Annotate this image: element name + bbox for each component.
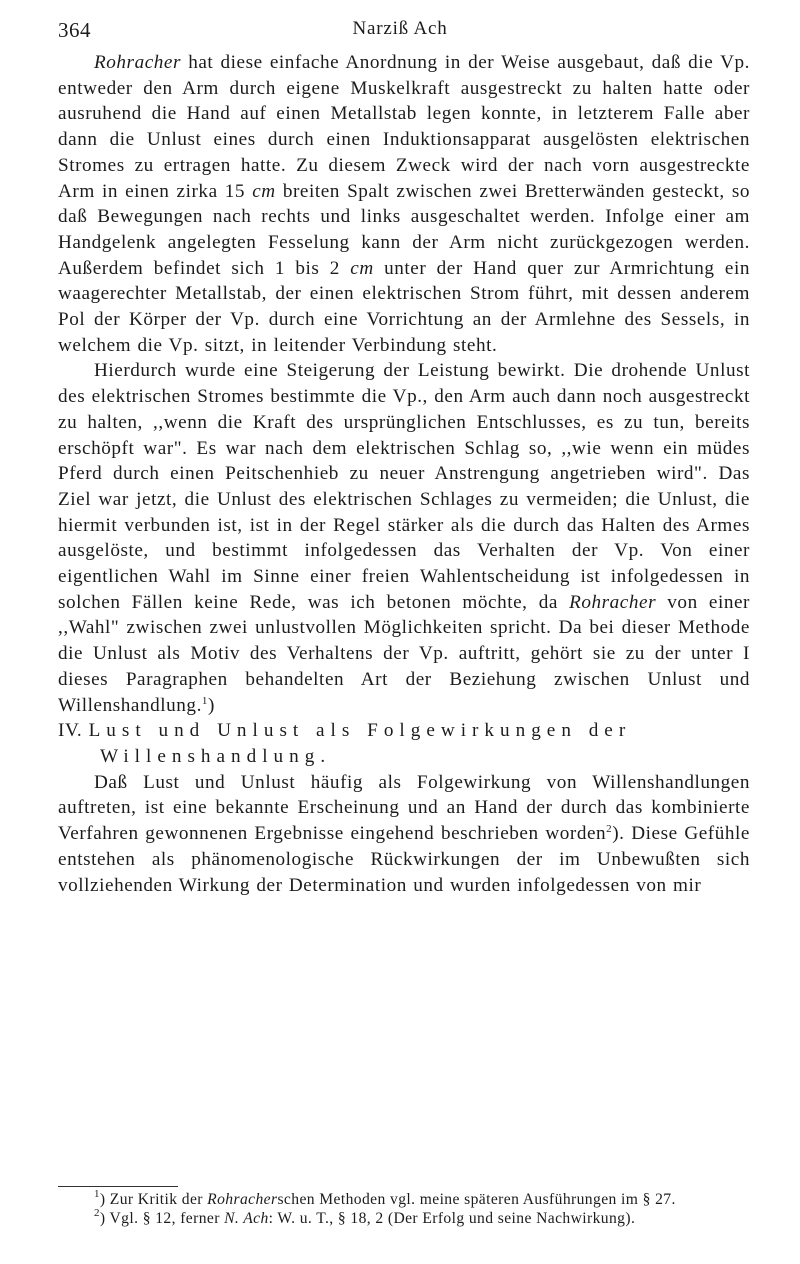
- paragraph-1-text-2: breiten Spalt zwischen zwei Bretterwänden gesteckt, so daß Bewegungen nach rechts und links ausgeschaltet werden. Infolge einer am Handgelenk angelegten Fesselung kann der Arm nicht zurückgezogen werden. Außerdem befindet sich 1 bis 2: [58, 180, 751, 279]
- footnote-text: : W. u. T., § 18, 2 (Der Erfolg und seine Nachwirkung).: [268, 1210, 636, 1227]
- unit: cm: [350, 257, 374, 279]
- footnote-rule: [58, 1186, 178, 1187]
- author-name: Rohracher: [94, 52, 182, 73]
- paragraph-1-text-3: unter der Hand quer zur Armrichtung ein waagerechter Metallstab, der einen elektrischen Strom führt, mit dessen anderem Pol der Körper der Vp. durch eine Vorrichtung an der Armlehne des Sessels, in welchem die Vp. sitzt, in leitender Verbindung steht.: [58, 257, 751, 356]
- paragraph-1-text: hat diese einfache Anordnung in der Weise ausgebaut, daß die Vp. entweder den Arm durch eigene Muskelkraft ausgestreckt zu halten hatte oder ausruhend die Hand auf einen Metallstab legen konnte, in letzterem Falle aber dann die Unlust eines durch einen Induktionsapparat ausgelösten elektrischen Stromes zu ertragen hatte. Zu diesem Zweck wird der nach vorn ausgestreckte Arm in einen zirka 15: [58, 52, 750, 202]
- paragraph-2-text-3: ): [207, 694, 215, 716]
- footnote-author: N. Ach: [224, 1210, 269, 1227]
- paragraph-3-text-2: ). Diese Gefühle entstehen als phänomenologische Rückwirkungen der im Unbewußten sich vollziehenden Wirkung der Determination und wurden infolgedessen von mir: [58, 823, 750, 896]
- body-text: [58, 50, 750, 898]
- footnotes: [58, 1190, 750, 1228]
- footnote-text: ) Zur Kritik der: [99, 1191, 208, 1208]
- author-name: Rohracher: [569, 591, 657, 613]
- section-number: IV.: [58, 720, 83, 742]
- footnote-mark: 1: [94, 1188, 100, 1200]
- paragraph-3: [58, 770, 750, 899]
- footnote-author: Rohracher: [207, 1191, 278, 1208]
- footnote-2: [58, 1209, 750, 1228]
- page-header: [50, 18, 750, 50]
- page-number: 364: [58, 18, 91, 42]
- paragraph-3-text: Daß Lust und Unlust häufig als Folgewirkung von Willenshandlungen auftreten, ist eine bekannte Erscheinung und an Hand der durch das kombinierte Verfahren gewonnenen Ergebnisse eingehend beschrieben worden: [58, 771, 750, 845]
- running-head: Narziß Ach: [352, 18, 448, 39]
- footnote-ref-2[interactable]: 2: [606, 823, 613, 836]
- section-title-line-2: Willenshandlung.: [100, 745, 332, 767]
- footnote-text: ) Vgl. § 12, ferner: [99, 1210, 225, 1227]
- paragraph-2: [58, 358, 750, 718]
- footnote-text: schen Methoden vgl. meine späteren Ausführungen im § 27.: [277, 1191, 676, 1208]
- paragraph-2-text: Hierdurch wurde eine Steigerung der Leistung bewirkt. Die drohende Unlust des elektrischen Stromes bestimmte die Vp., den Arm auch dann noch ausgestreckt zu halten, ,,wenn die Kraft des ursprünglichen Entschlusses, es zu tun, bereits erschöpft war". Es war nach dem elektrischen Schlag so, ,,wie wenn ein müdes Pferd durch einen Peitschenhieb zu neuer Anstrengung angetrieben wird". Das Ziel war jetzt, die Unlust des elektrischen Schlages zu vermeiden; die Unlust, die hiermit verbunden ist, ist in der Regel stärker als die durch das Halten des Armes ausgelöste, und bestimmt infolgedessen das Verhalten der Vp. Von einer eigentlichen Wahl im Sinne einer freien Wahlentscheidung ist infolgedessen in solchen Fällen keine Rede, was ich betonen möchte, da: [58, 360, 750, 613]
- section-heading: [58, 718, 750, 769]
- footnote-1: [58, 1190, 750, 1209]
- paragraph-2-text-2: von einer ,,Wahl" zwischen zwei unlustvollen Möglichkeiten spricht. Da bei dieser Methode die Unlust als Motiv des Verhaltens der Vp. auftritt, gehört sie zu der unter I dieses Paragraphen behandelten Art der Beziehung zwischen Unlust und Willenshandlung.: [58, 591, 750, 716]
- footnote-ref-1[interactable]: 1: [201, 694, 208, 707]
- section-title-line-1: Lust und Unlust als Folgewirkungen der: [88, 720, 632, 742]
- footnote-mark: 2: [94, 1207, 100, 1219]
- paragraph-1: [58, 50, 750, 358]
- unit: cm: [252, 180, 276, 202]
